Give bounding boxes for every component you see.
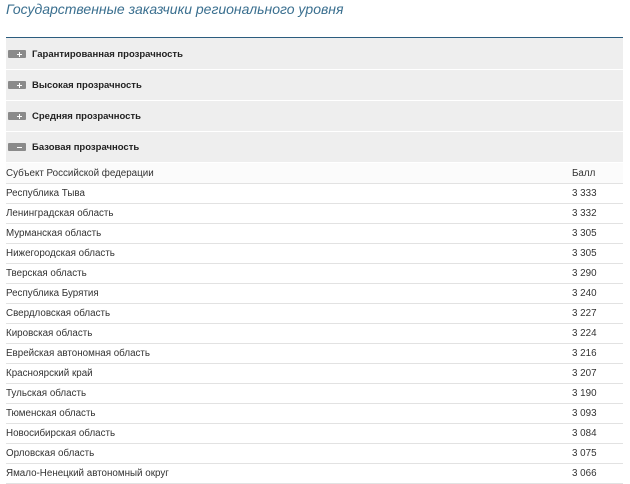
subject-cell: Тульская область — [6, 384, 572, 404]
table-row — [6, 464, 623, 484]
subject-cell: Орловская область — [6, 444, 572, 464]
subject-cell: Новосибирская область — [6, 424, 572, 444]
subject-cell: Мурманская область — [6, 224, 572, 244]
score-cell: 3 093 — [572, 404, 623, 424]
subject-cell: Свердловская область — [6, 304, 572, 324]
plus-icon[interactable] — [8, 112, 26, 120]
score-cell: 3 084 — [572, 424, 623, 444]
group-header-medium[interactable] — [6, 101, 623, 132]
score-cell: 3 305 — [572, 224, 623, 244]
group-header-guaranteed[interactable] — [6, 38, 623, 70]
score-cell: 3 224 — [572, 324, 623, 344]
table-row — [6, 384, 623, 404]
plus-icon[interactable] — [8, 81, 26, 89]
plus-icon[interactable] — [8, 50, 26, 58]
subject-cell: Еврейская автономная область — [6, 344, 572, 364]
score-cell: 3 332 — [572, 204, 623, 224]
transparency-accordion — [6, 38, 623, 484]
table-row — [6, 404, 623, 424]
subject-cell: Республика Тыва — [6, 184, 572, 204]
score-cell: 3 290 — [572, 264, 623, 284]
minus-icon[interactable] — [8, 143, 26, 151]
table-row — [6, 264, 623, 284]
table-row — [6, 324, 623, 344]
table-row — [6, 284, 623, 304]
table-row — [6, 204, 623, 224]
score-cell: 3 333 — [572, 184, 623, 204]
subject-cell: Республика Бурятия — [6, 284, 572, 304]
table-row — [6, 184, 623, 204]
score-cell: 3 066 — [572, 464, 623, 484]
column-header-score: Балл — [572, 163, 623, 184]
subject-cell: Тверская область — [6, 264, 572, 284]
table-row — [6, 244, 623, 264]
page-title: Государственные заказчики регионального уровня — [6, 1, 344, 17]
score-cell: 3 240 — [572, 284, 623, 304]
table-header-row — [6, 163, 623, 184]
group-label: Средняя прозрачность — [32, 110, 141, 122]
group-header-high[interactable] — [6, 70, 623, 101]
basic-transparency-table — [6, 163, 623, 484]
column-header-subject: Субъект Российской федерации — [6, 163, 572, 184]
subject-cell: Тюменская область — [6, 404, 572, 424]
score-cell: 3 190 — [572, 384, 623, 404]
table-row — [6, 224, 623, 244]
score-cell: 3 216 — [572, 344, 623, 364]
group-header-basic[interactable] — [6, 132, 623, 163]
score-cell: 3 305 — [572, 244, 623, 264]
subject-cell: Ямало-Ненецкий автономный округ — [6, 464, 572, 484]
subject-cell: Красноярский край — [6, 364, 572, 384]
table-row — [6, 444, 623, 464]
group-label: Базовая прозрачность — [32, 141, 140, 153]
table-row — [6, 344, 623, 364]
group-label: Гарантированная прозрачность — [32, 48, 183, 60]
score-cell: 3 207 — [572, 364, 623, 384]
table-row — [6, 304, 623, 324]
score-cell: 3 075 — [572, 444, 623, 464]
table-row — [6, 364, 623, 384]
table-row — [6, 424, 623, 444]
score-cell: 3 227 — [572, 304, 623, 324]
subject-cell: Кировская область — [6, 324, 572, 344]
subject-cell: Ленинградская область — [6, 204, 572, 224]
subject-cell: Нижегородская область — [6, 244, 572, 264]
group-label: Высокая прозрачность — [32, 79, 142, 91]
